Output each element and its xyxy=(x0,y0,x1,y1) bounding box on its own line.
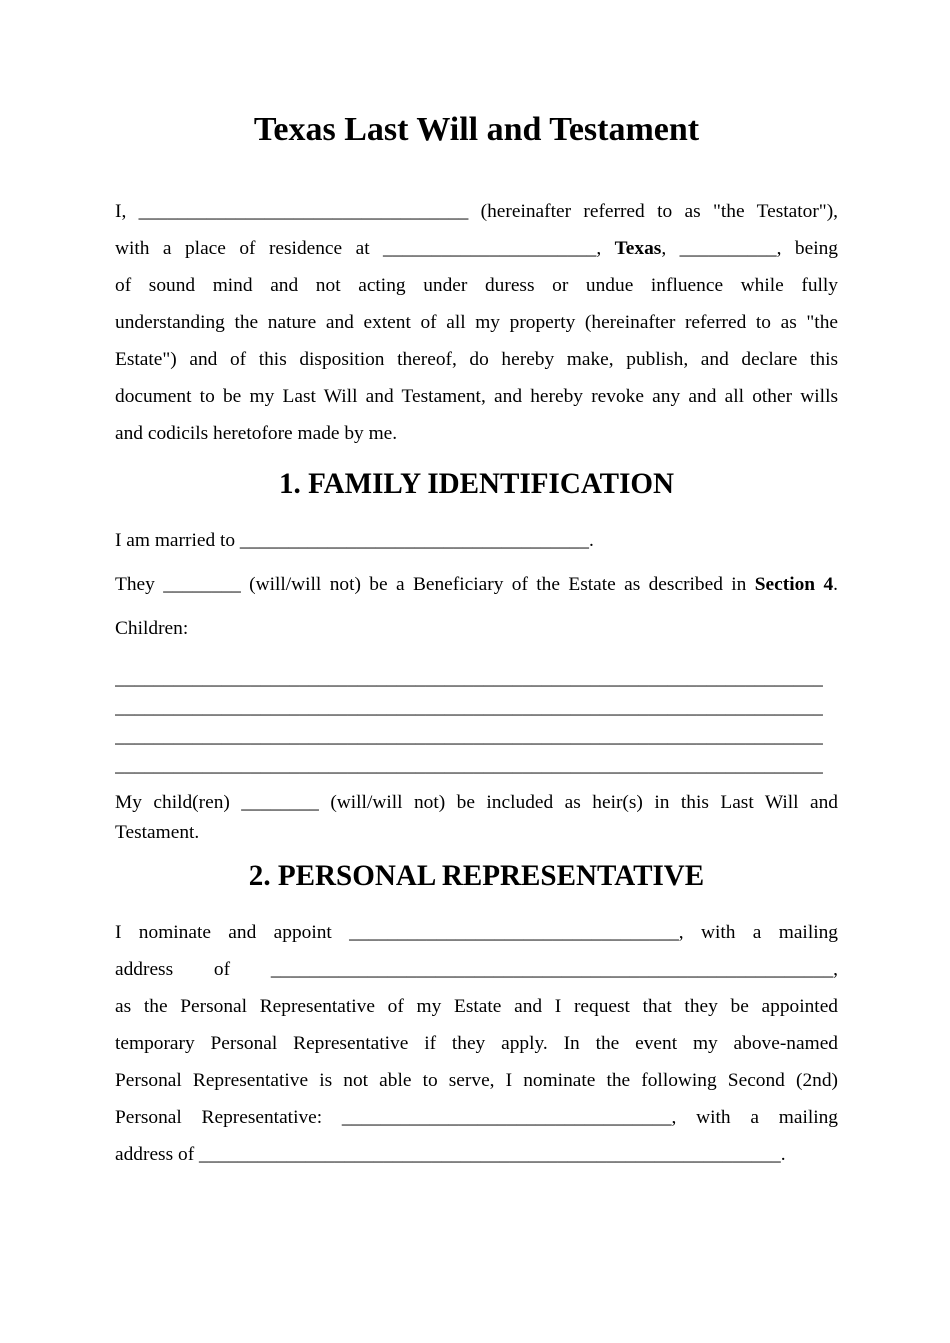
rep-line-address2-blank: address of ____________________________________________________________. xyxy=(115,1144,786,1165)
beneficiary-text-post: . xyxy=(833,574,838,595)
children-heirs-line-1: My child(ren) ________ (will/will not) be included as heir(s) in this Last Will and xyxy=(115,792,838,813)
children-heirs-statement xyxy=(115,788,838,848)
intro-line-5: Estate") and of this disposition thereof, do hereby make, publish, and declare this xyxy=(115,349,838,370)
children-blank-lines xyxy=(115,664,838,780)
section-1-heading: 1. FAMILY IDENTIFICATION xyxy=(278,468,675,500)
beneficiary-text-pre: They ________ (will/will not) be a Beneficiary of the Estate as described in xyxy=(115,574,755,595)
intro-line-4: understanding the nature and extent of all my property (hereinafter referred to as "the xyxy=(115,312,838,333)
children-blank-line-3: _________________________________________________________________________ xyxy=(115,726,823,747)
children-blank-line-1: _________________________________________________________________________ xyxy=(115,668,823,689)
residence-text-post: , __________, being xyxy=(661,238,838,259)
married-line-with-blank: I am married to ____________________________________. xyxy=(115,530,594,551)
personal-representative-paragraph xyxy=(115,914,838,1173)
married-statement xyxy=(115,522,838,559)
texas-bold-text: Texas xyxy=(614,238,662,259)
beneficiary-line-with-blank xyxy=(115,566,838,603)
children-label: Children: xyxy=(115,618,189,639)
rep-line-nominate-blank: I nominate and appoint __________________________________, with a mailing xyxy=(115,922,838,943)
section-4-bold-text: Section 4 xyxy=(754,574,834,595)
intro-line-3: of sound mind and not acting under duress or undue influence while fully xyxy=(115,275,838,296)
children-blank-line-2: _________________________________________________________________________ xyxy=(115,697,823,718)
intro-line-7: and codicils heretofore made by me. xyxy=(115,423,398,444)
rep-line-5: Personal Representative is not able to serve, I nominate the following Second (2nd) xyxy=(115,1070,838,1091)
intro-paragraph xyxy=(115,193,838,452)
intro-line-residence xyxy=(115,230,838,267)
rep-line-4: temporary Personal Representative if they apply. In the event my above-named xyxy=(115,1033,838,1054)
beneficiary-statement xyxy=(115,566,838,603)
children-label-block xyxy=(115,610,838,647)
rep-line-3: as the Personal Representative of my Estate and I request that they be appointed xyxy=(115,996,838,1017)
intro-line-6: document to be my Last Will and Testament, and hereby revoke any and all other wills xyxy=(115,386,838,407)
children-blank-line-4: _________________________________________________________________________ xyxy=(115,755,823,776)
residence-text-pre: with a place of residence at ______________________, xyxy=(115,238,615,259)
intro-line-testator-blank: I, __________________________________ (hereinafter referred to as "the Testator"), xyxy=(115,201,838,222)
rep-line-address-blank: address of __________________________________________________________, xyxy=(115,959,838,980)
rep-line-second-rep-blank: Personal Representative: __________________________________, with a mailing xyxy=(115,1107,838,1128)
children-heirs-line-2: Testament. xyxy=(115,822,200,843)
document-title: Texas Last Will and Testament xyxy=(253,111,700,148)
section-2-heading: 2. PERSONAL REPRESENTATIVE xyxy=(248,860,705,892)
